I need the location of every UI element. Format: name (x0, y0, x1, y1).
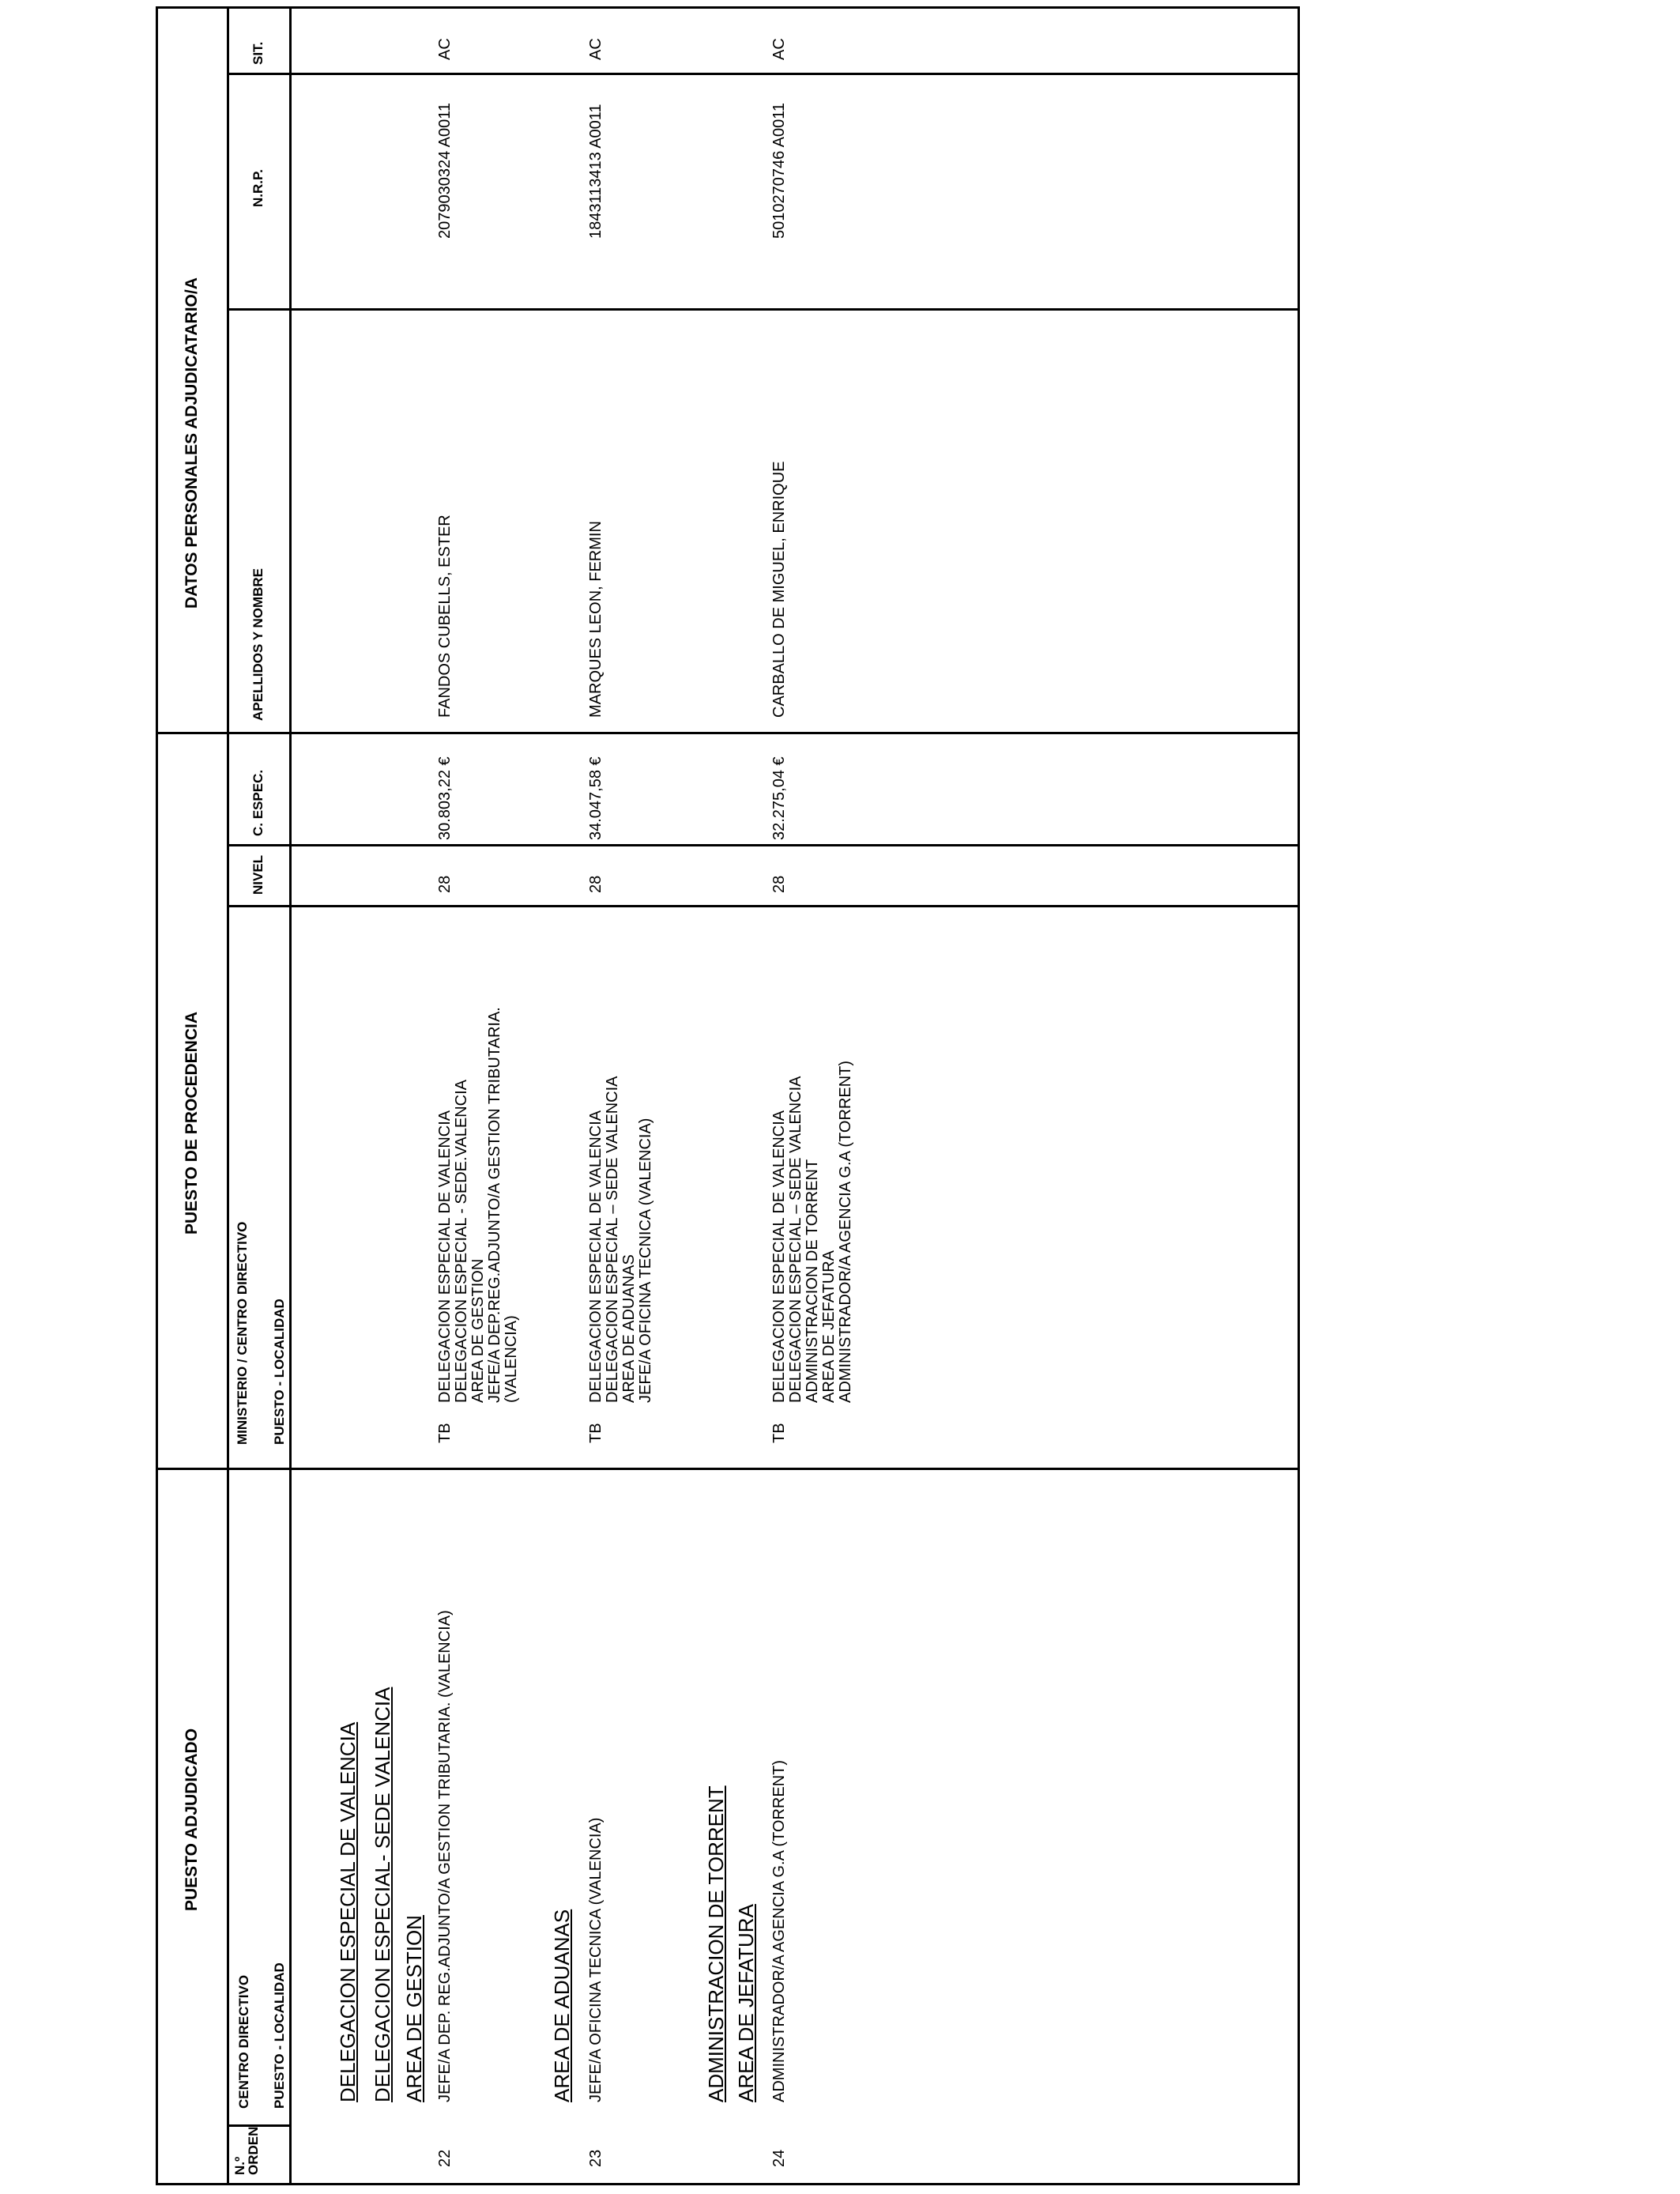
row-nombre: FANDOS CUBELLS, ESTER (436, 515, 454, 718)
row-nrp: 2079030324 A0011 (436, 102, 454, 239)
row-tipo: TB (770, 1423, 788, 1443)
header-datos-personales: DATOS PERSONALES ADJUDICATARIO/A (183, 277, 201, 609)
frame-left (156, 6, 158, 2185)
frame-bottom (156, 2183, 1298, 2185)
row-puesto: JEFE/A OFICINA TECNICA (VALENCIA) (587, 1817, 605, 2102)
row-procedencia: DELEGACION ESPECIAL DE VALENCIA DELEGACION ESPECIAL – SEDE VALENCIA ADMINISTRACION DE TORRENT AREA DE JEFATURA ADMINISTRADOR/A AGENCIA G.A (TORRENT) (770, 1060, 854, 1403)
row-c-espec: 34.047,58 € (587, 756, 605, 840)
header-band-divider-1 (227, 6, 229, 2185)
header-nrp: N.R.P. (250, 169, 266, 207)
row-nombre: CARBALLO DE MIGUEL, ENRIQUE (770, 461, 788, 718)
section-area-jefatura: AREA DE JEFATURA (734, 1904, 758, 2102)
row-c-espec: 30.803,22 € (436, 756, 454, 840)
row-puesto: JEFE/A DEP. REG.ADJUNTO/A GESTION TRIBUTARIA. (VALENCIA) (436, 1610, 454, 2102)
frame-right (1298, 6, 1300, 2185)
section-sep-datos (156, 732, 1298, 734)
col-sep-sit (227, 73, 1298, 75)
section-sep-procedencia (156, 1468, 1298, 1470)
section-admin-torrent: ADMINISTRACION DE TORRENT (704, 1785, 728, 2102)
row-nivel: 28 (436, 875, 454, 893)
row-sit: AC (436, 38, 454, 60)
row-sit: AC (770, 38, 788, 60)
header-band-divider-2 (289, 6, 292, 2185)
col-sep-nrp (227, 308, 1298, 311)
header-puesto-procedencia: PUESTO DE PROCEDENCIA (183, 1012, 201, 1235)
row-tipo: TB (436, 1423, 454, 1443)
header-n-orden: N.º ORDEN (232, 2126, 261, 2175)
header-nivel: NIVEL (250, 854, 266, 895)
row-puesto: ADMINISTRADOR/A AGENCIA G.A (TORRENT) (770, 1759, 788, 2102)
header-apellidos-nombre: APELLIDOS Y NOMBRE (250, 567, 266, 721)
row-sit: AC (587, 38, 605, 60)
row-orden: 23 (587, 2149, 605, 2167)
section-area-aduanas: AREA DE ADUANAS (550, 1909, 574, 2102)
row-procedencia: DELEGACION ESPECIAL DE VALENCIA DELEGACION ESPECIAL - SEDE.VALENCIA AREA DE GESTION JEFE/A DEP.REG.ADJUNTO/A GESTION TRIBUTARIA. (VALENCIA) (436, 1007, 520, 1403)
row-nrp: 5010270746 A0011 (770, 102, 788, 239)
section-area-gestion: AREA DE GESTION (402, 1915, 426, 2102)
row-nombre: MARQUES LEON, FERMIN (587, 521, 605, 718)
row-orden: 22 (436, 2149, 454, 2167)
row-nrp: 1843113413 A0011 (587, 104, 605, 239)
section-sede: DELEGACION ESPECIAL- SEDE VALENCIA (371, 1687, 394, 2102)
section-delegacion: DELEGACION ESPECIAL DE VALENCIA (336, 1721, 360, 2102)
row-nivel: 28 (587, 875, 605, 893)
header-centro-directivo: CENTRO DIRECTIVO (236, 1974, 251, 2109)
row-procedencia: DELEGACION ESPECIAL DE VALENCIA DELEGACION ESPECIAL – SEDE VALENCIA AREA DE ADUANAS JEFE/A OFICINA TECNICA (VALENCIA) (587, 1076, 654, 1403)
header-puesto-adjudicado: PUESTO ADJUDICADO (183, 1728, 201, 1911)
row-nivel: 28 (770, 875, 788, 893)
header-puesto-localidad: PUESTO - LOCALIDAD (272, 1962, 287, 2109)
row-c-espec: 32.275,04 € (770, 756, 788, 840)
header-puesto-localidad-2: PUESTO - LOCALIDAD (272, 1299, 287, 1445)
row-orden: 24 (770, 2149, 788, 2167)
frame-top (156, 6, 1298, 9)
header-ministerio-centro: MINISTERIO / CENTRO DIRECTIVO (235, 1221, 250, 1445)
col-sep-cespec (227, 844, 1298, 846)
header-c-espec: C. ESPEC. (250, 769, 266, 836)
row-tipo: TB (587, 1423, 605, 1443)
col-sep-nivel (227, 905, 1298, 907)
header-sit: SIT. (250, 41, 266, 65)
